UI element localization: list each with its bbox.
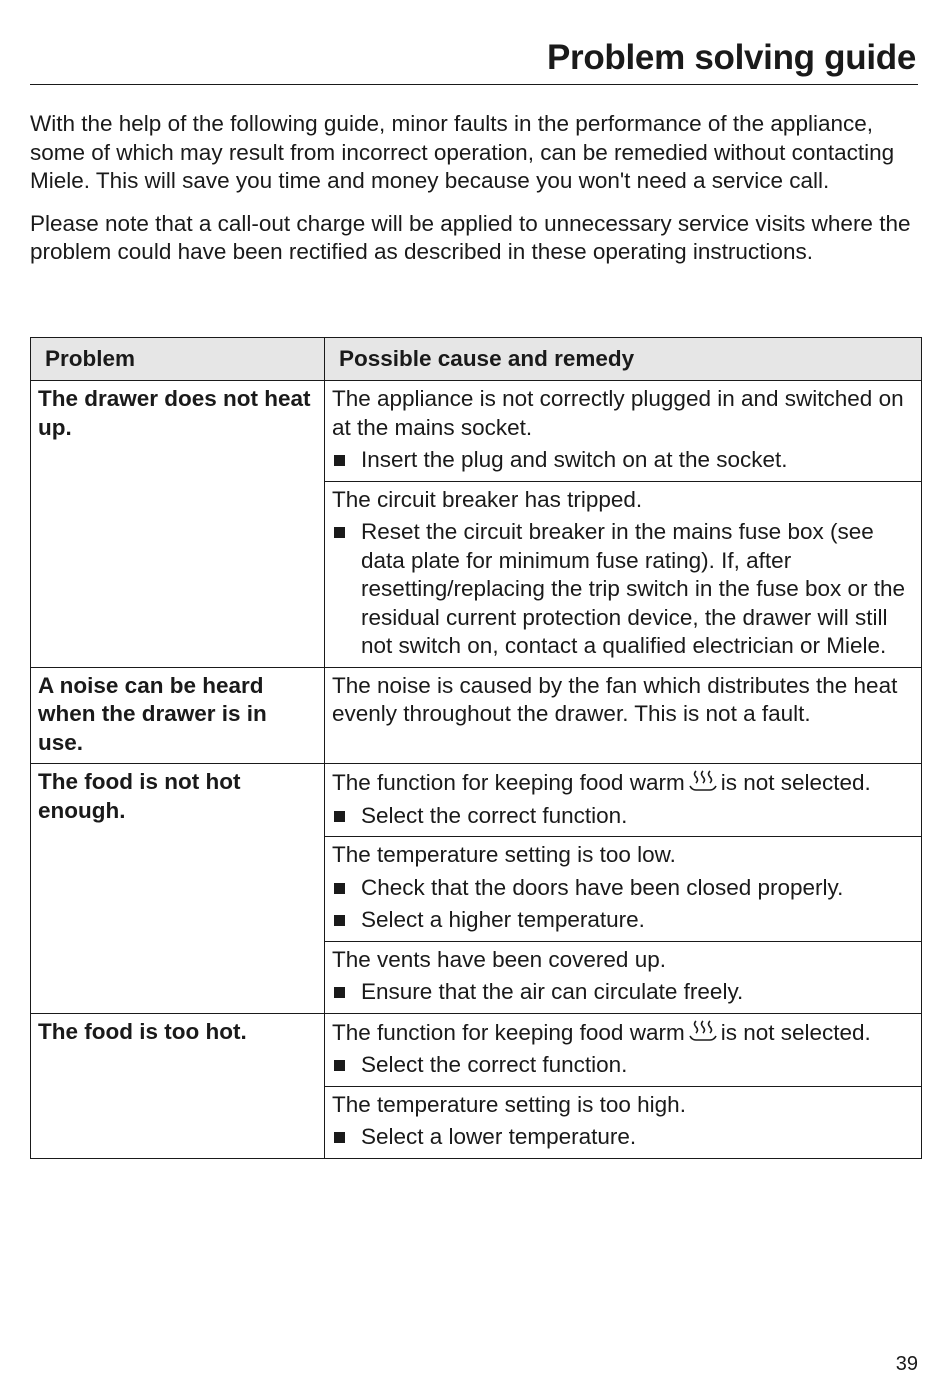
table-row bbox=[31, 667, 922, 764]
page-number: 39 bbox=[895, 1353, 918, 1375]
cause-cell bbox=[325, 837, 922, 942]
cause-text: The circuit breaker has tripped. bbox=[332, 486, 643, 512]
problem-table bbox=[30, 337, 922, 1159]
cause-cell bbox=[325, 381, 922, 482]
intro-text bbox=[30, 110, 920, 281]
cause-text: The vents have been covered up. bbox=[332, 946, 666, 972]
cause-text: The noise is caused by the fan which distributes the heat evenly throughout the drawer. This is not a fault. bbox=[332, 672, 898, 726]
intro-paragraph: Please note that a call-out charge will be applied to unnecessary service visits where the problem could have been rectified as described in these operating instructions. bbox=[30, 210, 911, 264]
cause-text: The appliance is not correctly plugged in and switched on at the mains socket. bbox=[332, 386, 904, 440]
table-row bbox=[31, 764, 922, 837]
cause-column-header: Possible cause and remedy bbox=[325, 338, 922, 381]
remedy-text: Select the correct function. bbox=[361, 802, 628, 828]
page-title: Problem solving guide bbox=[546, 38, 916, 77]
remedy-text: Select a higher temperature. bbox=[361, 907, 645, 932]
cause-cell bbox=[325, 481, 922, 667]
keep-warm-icon bbox=[688, 768, 718, 794]
problem-cell: A noise can be heard when the drawer is in use. bbox=[31, 667, 325, 764]
cause-cell bbox=[325, 667, 922, 764]
remedy-item bbox=[332, 906, 913, 935]
remedy-text: Select a lower temperature. bbox=[361, 1124, 637, 1149]
remedy-item bbox=[332, 446, 913, 475]
intro-paragraph: With the help of the following guide, minor faults in the performance of the appliance, some of which may result from incorrect operation, can be remedied without contacting Miele. This will save you time and money because you won't need a service call. bbox=[30, 111, 895, 193]
bullet-icon bbox=[334, 527, 345, 538]
table-header-row bbox=[31, 338, 922, 381]
remedy-text: Check that the doors have been closed properly. bbox=[361, 874, 844, 900]
cause-text-start: The function for keeping food warm bbox=[332, 770, 685, 795]
remedy-item bbox=[332, 978, 913, 1007]
remedy-item bbox=[332, 802, 913, 831]
cause-cell bbox=[325, 1086, 922, 1158]
bullet-icon bbox=[334, 1132, 345, 1143]
keep-warm-icon bbox=[688, 1018, 718, 1044]
bullet-icon bbox=[334, 811, 345, 822]
remedy-item bbox=[332, 518, 913, 661]
cause-text bbox=[332, 1018, 913, 1048]
remedy-item bbox=[332, 1123, 913, 1152]
table-row bbox=[31, 381, 922, 482]
cause-text-start: The function for keeping food warm bbox=[332, 1019, 685, 1045]
bullet-icon bbox=[334, 883, 345, 894]
table-row bbox=[31, 1013, 922, 1086]
cause-text-end: is not selected. bbox=[720, 770, 871, 795]
remedy-text: Insert the plug and switch on at the socket. bbox=[361, 447, 788, 472]
bullet-icon bbox=[334, 987, 345, 998]
cause-cell bbox=[325, 1013, 922, 1086]
remedy-text: Select the correct function. bbox=[361, 1052, 628, 1077]
remedy-item bbox=[332, 874, 913, 903]
problem-column-header: Problem bbox=[31, 338, 325, 381]
cause-text bbox=[332, 768, 913, 798]
problem-cell: The food is not hot enough. bbox=[31, 764, 325, 1014]
cause-cell bbox=[325, 941, 922, 1013]
problem-cell: The food is too hot. bbox=[31, 1013, 325, 1158]
problem-cell: The drawer does not heat up. bbox=[31, 381, 325, 668]
cause-text: The temperature setting is too high. bbox=[332, 1091, 686, 1117]
bullet-icon bbox=[334, 455, 345, 466]
bullet-icon bbox=[334, 915, 345, 926]
title-divider bbox=[30, 84, 918, 85]
cause-text-end: is not selected. bbox=[720, 1019, 871, 1045]
remedy-text: Reset the circuit breaker in the mains fuse box (see data plate for minimum fuse rating). If, after resetting/replacing the trip switch in the fuse box or the residual current protection device, the drawer will still not switch on, contact a qualified electrician or Miele. bbox=[361, 519, 906, 658]
bullet-icon bbox=[334, 1060, 345, 1071]
cause-text: The temperature setting is too low. bbox=[332, 842, 676, 867]
remedy-item bbox=[332, 1051, 913, 1080]
remedy-text: Ensure that the air can circulate freely. bbox=[361, 979, 744, 1004]
cause-cell bbox=[325, 764, 922, 837]
